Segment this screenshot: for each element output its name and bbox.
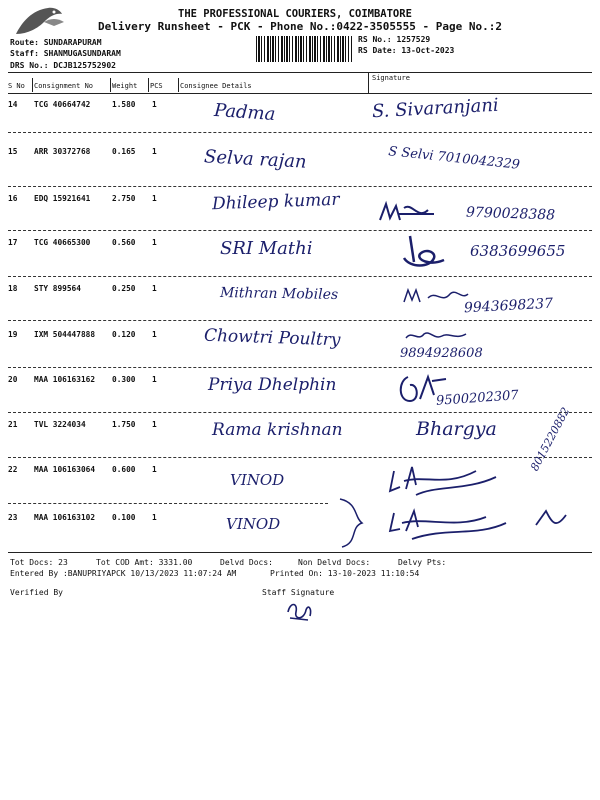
- row-consignee: Selva rajan: [203, 146, 308, 173]
- staff-signature-scribble: [284, 598, 314, 624]
- header-divider: [32, 78, 33, 92]
- row-signature: 9943698237: [463, 295, 554, 317]
- bracket-stroke: [328, 495, 378, 551]
- row-pcs: 1: [152, 465, 157, 474]
- printed-on: Printed On: 13-10-2023 11:10:54: [270, 569, 420, 578]
- col-sno: S No: [8, 82, 25, 90]
- table-row: [8, 367, 592, 411]
- row-weight: 0.560: [112, 238, 136, 247]
- row-sno: 19: [8, 330, 18, 339]
- row-signature: Bhargya: [416, 418, 497, 440]
- row-consignee: Rama krishnan: [212, 420, 343, 440]
- header-divider: [178, 78, 179, 92]
- barcode: [256, 36, 352, 62]
- row-consignment: IXM 504447888: [34, 330, 96, 339]
- signature-scribble: [386, 505, 586, 549]
- table-row: [8, 412, 592, 456]
- row-pcs: 1: [152, 420, 157, 429]
- row-pcs: 1: [152, 375, 157, 384]
- delivery-points: Delvy Pts:: [398, 558, 447, 567]
- col-pcs: PCS: [150, 82, 163, 90]
- col-consignee: Consignee Details: [180, 82, 252, 90]
- non-delivered-docs: Non Delvd Docs:: [298, 558, 371, 567]
- signature-scribble: [400, 232, 450, 272]
- header-divider: [368, 72, 369, 94]
- drs-number: DRS No.: DCJB125752902: [10, 61, 116, 70]
- row-consignment: MAA 106163102: [34, 513, 96, 522]
- row-pcs: 1: [152, 100, 157, 109]
- row-consignment: STY 899564: [34, 284, 81, 293]
- row-divider: [8, 132, 592, 133]
- staff-label: Staff: SHANMUGASUNDARAM: [10, 49, 121, 58]
- row-sno: 23: [8, 513, 18, 522]
- row-consignment: TCG 40664742: [34, 100, 91, 109]
- staff-signature-label: Staff Signature: [262, 588, 335, 597]
- row-weight: 0.165: [112, 147, 136, 156]
- row-pcs: 1: [152, 194, 157, 203]
- row-sno: 15: [8, 147, 18, 156]
- row-weight: 0.300: [112, 375, 136, 384]
- row-sno: 14: [8, 100, 18, 109]
- row-consignee: VINOD: [230, 471, 285, 489]
- route-label: Route: SUNDARAPURAM: [10, 38, 102, 47]
- table-row: [8, 276, 592, 320]
- row-consignee: VINOD: [226, 515, 281, 533]
- table-row: [8, 503, 592, 551]
- runsheet-subtitle: Delivery Runsheet - PCK - Phone No.:0422-3505555 - Page No.:2: [98, 20, 502, 33]
- row-consignee: SRI Mathi: [220, 238, 313, 259]
- col-signature: Signature: [372, 74, 410, 82]
- row-sno: 22: [8, 465, 18, 474]
- signature-scribble: [402, 286, 472, 306]
- delivered-docs: Delvd Docs:: [220, 558, 273, 567]
- row-sno: 20: [8, 375, 18, 384]
- company-logo: [14, 4, 66, 38]
- col-consignment: Consignment No: [34, 82, 94, 90]
- row-consignment: EDQ 15921641: [34, 194, 91, 203]
- signature-scribble: [404, 328, 474, 344]
- table-row: [8, 320, 592, 366]
- verified-by-label: Verified By: [10, 588, 63, 597]
- row-consignee: Priya Dhelphin: [208, 375, 337, 395]
- row-signature: S. Sivaranjani: [371, 94, 500, 123]
- row-pcs: 1: [152, 284, 157, 293]
- table-row: [8, 186, 592, 230]
- row-pcs: 1: [152, 238, 157, 247]
- row-pcs: 1: [152, 147, 157, 156]
- row-consignment: MAA 106163064: [34, 465, 96, 474]
- row-pcs: 1: [152, 513, 157, 522]
- row-sno: 21: [8, 420, 18, 429]
- row-signature: 9894928608: [400, 346, 483, 361]
- table-row: [8, 137, 592, 185]
- row-consignment: TCG 40665300: [34, 238, 91, 247]
- row-weight: 0.250: [112, 284, 136, 293]
- row-consignment: MAA 106163162: [34, 375, 96, 384]
- total-docs: Tot Docs: 23: [10, 558, 68, 567]
- row-consignee: Chowtri Poultry: [203, 325, 341, 351]
- row-sno: 17: [8, 238, 18, 247]
- row-consignment: TVL 3224034: [34, 420, 86, 429]
- row-signature: 8015220882: [528, 405, 573, 474]
- row-sno: 16: [8, 194, 18, 203]
- row-consignee: Padma: [213, 99, 277, 126]
- rs-date: RS Date: 13-Oct-2023: [358, 46, 455, 55]
- row-signature: 9500202307: [435, 388, 520, 409]
- table-bottom-rule: [8, 552, 592, 553]
- row-signature: 9790028388: [465, 204, 556, 224]
- signature-scribble: [386, 461, 516, 501]
- row-weight: 1.580: [112, 100, 136, 109]
- row-consignee: Mithran Mobiles: [219, 284, 339, 304]
- header-divider: [110, 78, 111, 92]
- total-cod-amount: Tot COD Amt: 3331.00: [96, 558, 193, 567]
- col-weight: Weight: [112, 82, 138, 90]
- table-header: [8, 72, 592, 94]
- row-weight: 0.100: [112, 513, 136, 522]
- row-consignment: ARR 30372768: [34, 147, 91, 156]
- row-weight: 0.600: [112, 465, 136, 474]
- row-weight: 0.120: [112, 330, 136, 339]
- row-weight: 2.750: [112, 194, 136, 203]
- rs-number: RS No.: 1257529: [358, 35, 431, 44]
- row-weight: 1.750: [112, 420, 136, 429]
- table-row: [8, 230, 592, 276]
- entered-by: Entered By :BANUPRIYAPCK 10/13/2023 11:07:24 AM: [10, 569, 237, 578]
- header-divider: [148, 78, 149, 92]
- company-name: THE PROFESSIONAL COURIERS, COIMBATORE: [178, 8, 412, 20]
- row-pcs: 1: [152, 330, 157, 339]
- signature-scribble: [378, 200, 438, 226]
- table-row: [8, 94, 592, 132]
- row-sno: 18: [8, 284, 18, 293]
- row-consignee: Dhileep kumar: [211, 189, 340, 215]
- row-signature: S Selvi 7010042329: [387, 144, 521, 173]
- row-signature: 6383699655: [470, 242, 566, 260]
